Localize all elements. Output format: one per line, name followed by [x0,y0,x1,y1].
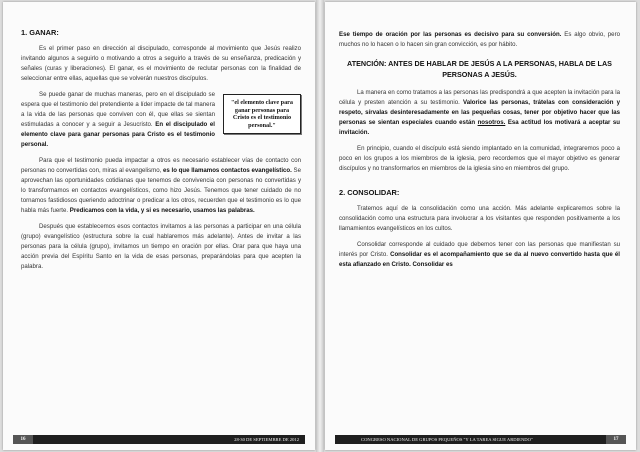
paragraph: Consolidar corresponde al cuidado que debemos tener con las personas que manifiestan su interés por Cristo. Consolidar es el acompañamiento que se da al nuevo convertido hasta que él esta afianzado en Cristo. Consolidar es [339,241,620,268]
page-number: 16 [13,435,33,444]
paragraph: Tratemos aquí de la consolidación como una acción. Más adelante explicaremos sobre la consolidación como una estructura para involucrar a los visitantes que responden positivamente a los llamamientos evangelísticos en los cultos. [339,205,620,232]
paragraph: Ese tiempo de oración por las personas es decisivo para su conversión. Es algo obvio, pero muchos no lo hacen o lo hacen sin gran convicción, es por hábito. [339,31,620,48]
paragraph: En principio, cuando el discípulo está siendo implantado en la comunidad, integraremos poco a poco en los grupos a los miembros de la iglesia, pero recordemos que el mayor objetivo es generar discípulos y no transformarlos en miembros de la iglesia sino en miembros del grupo. [339,145,620,172]
right-page-footer [335,435,626,444]
section-title-ganar: 1. GANAR: [21,28,59,37]
right-page-content [339,30,620,276]
attention-heading: ATENCIÓN: ANTES DE HABLAR DE JESÚS A LA PERSONAS, HABLA DE LAS PERSONAS A JESÚS. [347,59,612,79]
paragraph: "el elemento clave para ganar personas para Cristo es el testimonio personal." Se puede ganar de muchas maneras, pero en el discipulado se espera que el testimonio del pretendiente a líder impacte de tal manera a la vida de las personas que conviven con él, que ellas se sientan estimuladas a conocer y a seguir a Jesucristo. En el discipulado el elemento clave para ganar personas para Cristo es el testimonio personal. [21,90,301,150]
paragraph: Es el primer paso en dirección al discipulado, corresponde al movimiento que Jesús realizo invitando algunos a seguirlo o motivando a otros a seguirlo a través de su enseñanza, predicación y señales (curas y liberaciones). El ganar, es el movimiento de reclutar personas con la finalidad de seleccionar entre ellas, aquellas que se volverán nuestros discípulos. [21,45,301,82]
left-page [3,2,315,450]
footer-text: 28-30 DE SEPTIEMBRE DE 2012 [234,437,299,442]
footer-text: CONGRESO NACIONAL DE GRUPOS PEQUEÑOS "Y LA TAREA SIGUE ARDIENDO" [361,437,533,442]
paragraph: Después que establecemos esos contactos invitamos a las personas a participar en una célula (grupo) evangelístico (estructura sobre la cual hablaremos más adelante). Antes de invitar a las personas para la célula (grupo), invitamos un tiempo en oración por ellas. Orar para que haya una acción previa del Espíritu Santo en la vida de esas personas, preparándolas para que acepten la palabra. [21,223,301,270]
paragraph: La manera en como tratamos a las personas las predispondrá a que acepten la invitación para la célula y presten atención a su testimonio. Valorice las personas, trátelas con consideración y respeto, sírvalas desinteresadamente en las pequeñas cosas, tener por objetivo hacer que las personas se sientan especiales cuando están nosotros. Esa actitud los motivará a aceptar su invitación. [339,89,620,136]
book-gutter [316,0,324,452]
left-page-content [21,28,301,278]
right-page [325,2,636,450]
pull-quote: "el elemento clave para ganar personas para Cristo es el testimonio personal." [223,94,301,134]
paragraph: Para que el testimonio pueda impactar a otros es necesario establecer vías de contacto con personas no convertidas con, miras al evangelismo, es lo que llamamos contactos evangelístico. Se aprovechan las oportunidades cotidianas que tenemos de convivencia con personas no convertidas y lo transformamos en contactos evangelísticos, como hizo Jesús. Tenemos que tener cuidado de no tornamos fastidiosos queriendo adoctrinar o predicar a los otros, recuerden que el testimonio es lo que habla más fuerte. Predicamos con la vida, y si es necesario, usamos las palabras. [21,157,301,214]
page-number: 17 [606,435,626,444]
left-page-footer [13,435,305,444]
section-title-consolidar: 2. CONSOLIDAR: [339,188,400,197]
